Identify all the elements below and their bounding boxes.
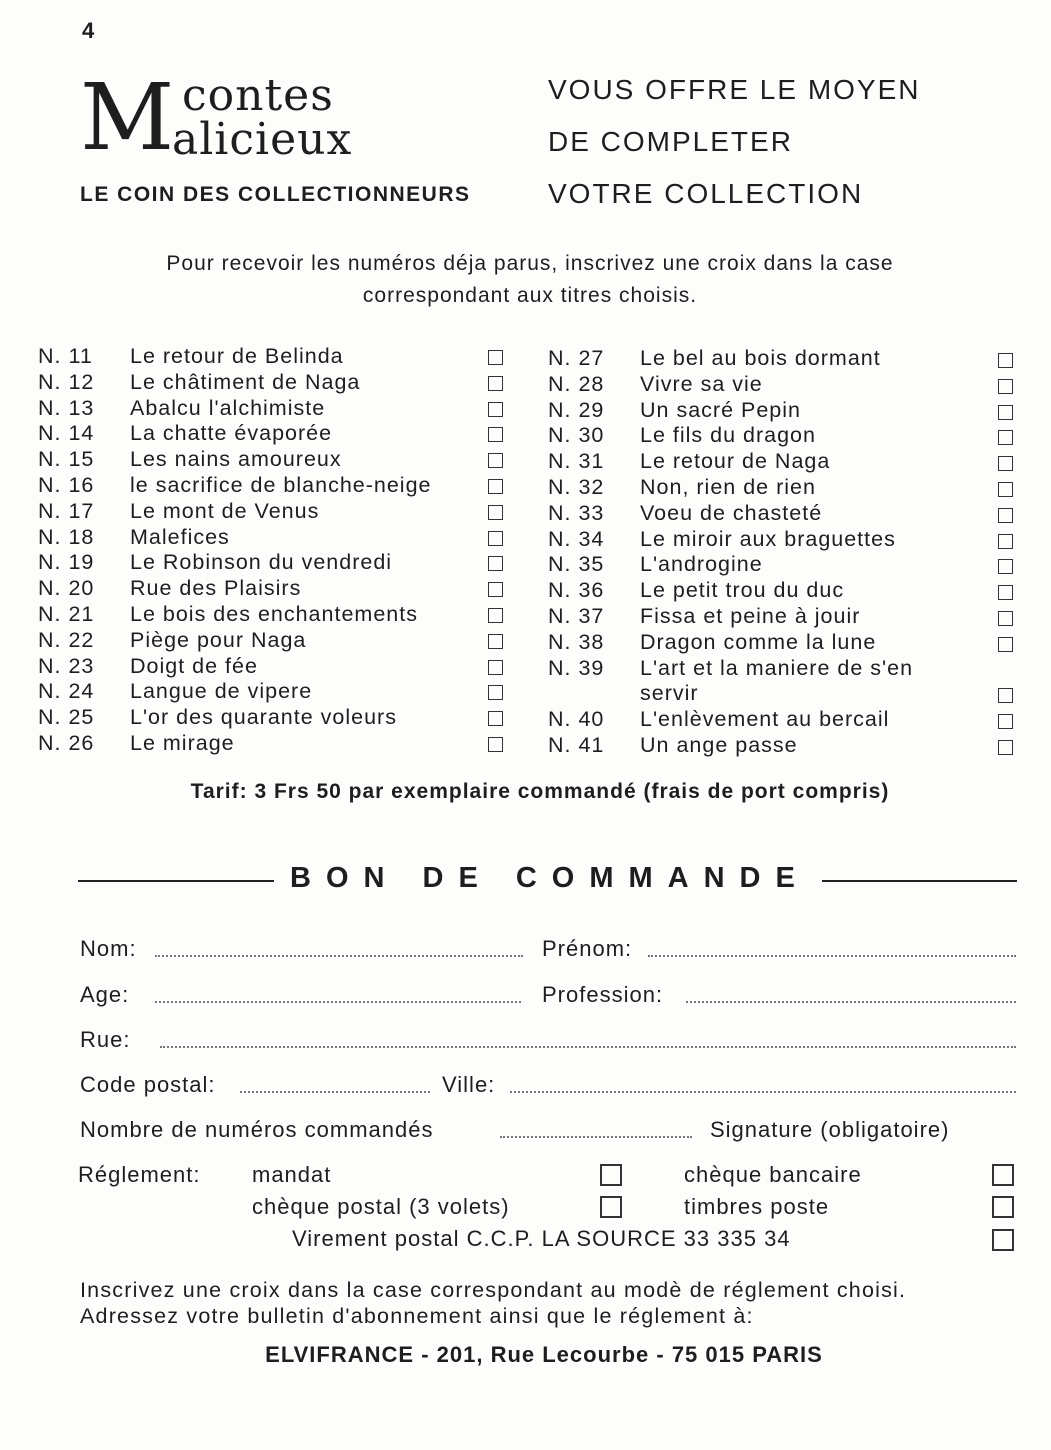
issue-number: N. 19 (38, 550, 95, 575)
issue-number: N. 11 (38, 344, 93, 368)
mandat-label: mandat (252, 1162, 332, 1187)
issue-title: Le bois des enchantements (130, 601, 418, 626)
titles-list-left (38, 344, 508, 757)
issue-number: N. 39 (548, 655, 605, 680)
issue-title: L'enlèvement au bercail (640, 707, 890, 732)
nombre-field[interactable] (500, 1136, 692, 1138)
issue-checkbox[interactable] (998, 405, 1013, 420)
rue-field[interactable] (160, 1046, 1016, 1048)
issue-title: Piège pour Naga (130, 627, 307, 652)
title-row (548, 552, 1018, 578)
issue-title: Le mirage (130, 730, 235, 755)
code-postal-field[interactable] (240, 1091, 430, 1093)
issue-number: N. 28 (548, 371, 605, 396)
issue-title: le sacrifice de blanche-neige (130, 472, 432, 497)
title-row (38, 602, 508, 628)
cheque-bancaire-checkbox[interactable] (992, 1164, 1014, 1186)
cheque-postal-checkbox[interactable] (600, 1196, 622, 1218)
reglement-label: Réglement: (78, 1162, 201, 1187)
issue-title: Le mont de Venus (130, 498, 320, 523)
issue-title: Le miroir aux braguettes (640, 526, 896, 551)
title-row (38, 499, 508, 525)
issue-number: N. 17 (38, 498, 95, 523)
divider-right (822, 880, 1017, 882)
issue-checkbox[interactable] (488, 711, 503, 726)
issue-checkbox[interactable] (998, 508, 1013, 523)
title-row (548, 501, 1018, 527)
logo-bottom-word: alicieux (172, 114, 353, 165)
title-row (38, 679, 508, 705)
logo-initial: M (80, 64, 175, 171)
contes-malicieux-logo (80, 64, 360, 171)
issue-number: N. 13 (38, 395, 95, 420)
issue-title: Abalcu l'alchimiste (130, 395, 326, 420)
issue-checkbox[interactable] (488, 505, 503, 520)
issue-number: N. 37 (548, 603, 605, 628)
issue-number: N. 32 (548, 474, 605, 499)
title-row (38, 576, 508, 602)
footer-line-2: Adressez votre bulletin d'abonnement ainsi que le réglement à: (80, 1304, 754, 1328)
virement-label: Virement postal C.C.P. LA SOURCE 33 335 34 (292, 1226, 791, 1251)
issue-checkbox[interactable] (488, 350, 503, 365)
intro-line-1: Pour recevoir les numéros déja parus, inscrivez une croix dans la case (166, 252, 894, 275)
issue-title: Vivre sa vie (640, 371, 763, 396)
title-row (548, 604, 1018, 630)
logo-top-word: contes (182, 70, 334, 121)
title-row (38, 550, 508, 576)
issue-title: Doigt de fée (130, 653, 258, 678)
offer-line-1: VOUS OFFRE LE MOYEN (548, 74, 921, 105)
issue-number: N. 30 (548, 423, 605, 448)
nom-field[interactable] (155, 955, 523, 957)
issue-title: L'androgine (640, 552, 763, 577)
issue-title: Voeu de chasteté (640, 500, 823, 525)
ville-label: Ville: (442, 1072, 496, 1097)
title-row (38, 654, 508, 680)
issue-checkbox[interactable] (488, 634, 503, 649)
title-row (548, 475, 1018, 501)
title-row (38, 705, 508, 731)
timbres-label: timbres poste (684, 1194, 830, 1219)
title-row (38, 344, 508, 370)
timbres-checkbox[interactable] (992, 1196, 1014, 1218)
issue-title: La chatte évaporée (130, 421, 333, 446)
issue-title: Malefices (130, 524, 230, 549)
issue-checkbox[interactable] (488, 427, 503, 442)
cheque-bancaire-label: chèque bancaire (684, 1162, 862, 1187)
title-row (38, 421, 508, 447)
issue-checkbox[interactable] (998, 611, 1013, 626)
issue-checkbox[interactable] (998, 534, 1013, 549)
issue-title: L'art et la maniere de s'en (640, 655, 914, 680)
age-field[interactable] (155, 1001, 521, 1003)
title-row (548, 346, 1018, 372)
issue-title: Le bel au bois dormant (640, 346, 881, 370)
issue-checkbox[interactable] (998, 714, 1013, 729)
issue-checkbox[interactable] (488, 608, 503, 623)
profession-field[interactable] (686, 1001, 1016, 1003)
issue-number: N. 15 (38, 447, 95, 472)
issue-title: Fissa et peine à jouir (640, 603, 861, 628)
issue-title: Le Robinson du vendredi (130, 550, 393, 575)
issue-title: Le fils du dragon (640, 423, 816, 448)
offer-line-2: DE COMPLETER (548, 126, 793, 157)
issue-title: Le retour de Naga (640, 449, 831, 474)
title-row (548, 423, 1018, 449)
issue-title: Langue de vipere (130, 679, 313, 704)
issue-checkbox[interactable] (488, 479, 503, 494)
issue-number: N. 20 (38, 576, 95, 601)
issue-checkbox[interactable] (998, 430, 1013, 445)
issue-number: N. 33 (548, 500, 605, 525)
issue-checkbox[interactable] (488, 376, 503, 391)
title-row (548, 733, 1018, 759)
issue-title: Le petit trou du duc (640, 578, 845, 603)
issue-title: Rue des Plaisirs (130, 576, 302, 601)
issue-checkbox[interactable] (998, 379, 1013, 394)
nom-label: Nom: (80, 936, 137, 961)
offer-line-3: VOTRE COLLECTION (548, 178, 864, 209)
issue-checkbox[interactable] (488, 737, 503, 752)
collectors-corner-title: LE COIN DES COLLECTIONNEURS (80, 183, 471, 206)
title-row (548, 527, 1018, 553)
title-row (38, 473, 508, 499)
title-row (548, 398, 1018, 424)
prenom-label: Prénom: (542, 936, 633, 961)
title-row (38, 628, 508, 654)
code-postal-label: Code postal: (80, 1072, 216, 1097)
title-row (548, 578, 1018, 604)
issue-number: N. 16 (38, 472, 95, 497)
issue-checkbox[interactable] (998, 740, 1013, 755)
issue-number: N. 21 (38, 601, 95, 626)
issue-checkbox[interactable] (488, 453, 503, 468)
issue-checkbox[interactable] (998, 353, 1013, 368)
issue-number: N. 35 (548, 552, 605, 577)
issue-number: N. 38 (548, 629, 605, 654)
issue-number: N. 40 (548, 707, 605, 732)
mandat-checkbox[interactable] (600, 1164, 622, 1186)
publisher-address: ELVIFRANCE - 201, Rue Lecourbe - 75 015 PARIS (265, 1342, 823, 1367)
title-row (38, 525, 508, 551)
ville-field[interactable] (510, 1091, 1016, 1093)
issue-number: N. 18 (38, 524, 95, 549)
issue-number: N. 24 (38, 679, 95, 704)
issue-number: N. 34 (548, 526, 605, 551)
issue-number: N. 41 (548, 732, 605, 757)
titles-list-right (548, 346, 1018, 759)
tarif-text: Tarif: 3 Frs 50 par exemplaire commandé (frais de port compris) (190, 780, 890, 803)
intro-text (60, 248, 1000, 312)
footer-line-1: Inscrivez une croix dans la case correspondant au modè de réglement choisi. (80, 1278, 907, 1302)
issue-checkbox[interactable] (488, 685, 503, 700)
issue-number: N. 22 (38, 627, 95, 652)
issue-checkbox[interactable] (998, 688, 1013, 703)
title-row (548, 449, 1018, 475)
issue-number: N. 12 (38, 369, 95, 394)
issue-checkbox[interactable] (998, 456, 1013, 471)
issue-checkbox[interactable] (998, 637, 1013, 652)
order-form-title: BON DE COMMANDE (290, 862, 810, 894)
issue-number: N. 29 (548, 397, 605, 422)
issue-checkbox[interactable] (488, 556, 503, 571)
issue-title: Le châtiment de Naga (130, 369, 361, 394)
title-row (548, 656, 1018, 682)
issue-number: N. 14 (38, 421, 95, 446)
issue-checkbox[interactable] (998, 585, 1013, 600)
issue-number: N. 31 (548, 449, 605, 474)
issue-title: Dragon comme la lune (640, 629, 877, 654)
age-label: Age: (80, 982, 130, 1007)
signature-label: Signature (obligatoire) (710, 1117, 950, 1142)
title-row (38, 370, 508, 396)
issue-number: N. 26 (38, 730, 95, 755)
cheque-postal-label: chèque postal (3 volets) (252, 1194, 510, 1219)
rue-label: Rue: (80, 1027, 131, 1052)
prenom-field[interactable] (648, 955, 1016, 957)
issue-number: N. 25 (38, 705, 95, 730)
intro-line-2: correspondant aux titres choisis. (362, 284, 698, 307)
issue-checkbox[interactable] (998, 559, 1013, 574)
issue-title: Non, rien de rien (640, 474, 816, 499)
issue-checkbox[interactable] (488, 582, 503, 597)
nombre-label: Nombre de numéros commandés (80, 1117, 434, 1142)
page-number: 4 (82, 18, 95, 43)
issue-checkbox[interactable] (998, 482, 1013, 497)
profession-label: Profession: (542, 982, 664, 1007)
issue-checkbox[interactable] (488, 660, 503, 675)
issue-title: L'or des quarante voleurs (130, 705, 397, 730)
title-row (548, 630, 1018, 656)
issue-number: N. 23 (38, 653, 95, 678)
title-row (548, 372, 1018, 398)
title-row (38, 447, 508, 473)
issue-title: Les nains amoureux (130, 447, 342, 472)
title-row (38, 396, 508, 422)
issue-title: servir (640, 681, 699, 706)
title-row (548, 681, 1018, 707)
virement-checkbox[interactable] (992, 1229, 1014, 1251)
issue-checkbox[interactable] (488, 402, 503, 417)
issue-title: Un ange passe (640, 732, 798, 757)
issue-number: N. 27 (548, 346, 605, 370)
issue-title: Le retour de Belinda (130, 344, 344, 368)
issue-title: Un sacré Pepin (640, 397, 801, 422)
divider-left (78, 880, 274, 882)
issue-number: N. 36 (548, 578, 605, 603)
issue-checkbox[interactable] (488, 531, 503, 546)
title-row (38, 731, 508, 757)
title-row (548, 707, 1018, 733)
